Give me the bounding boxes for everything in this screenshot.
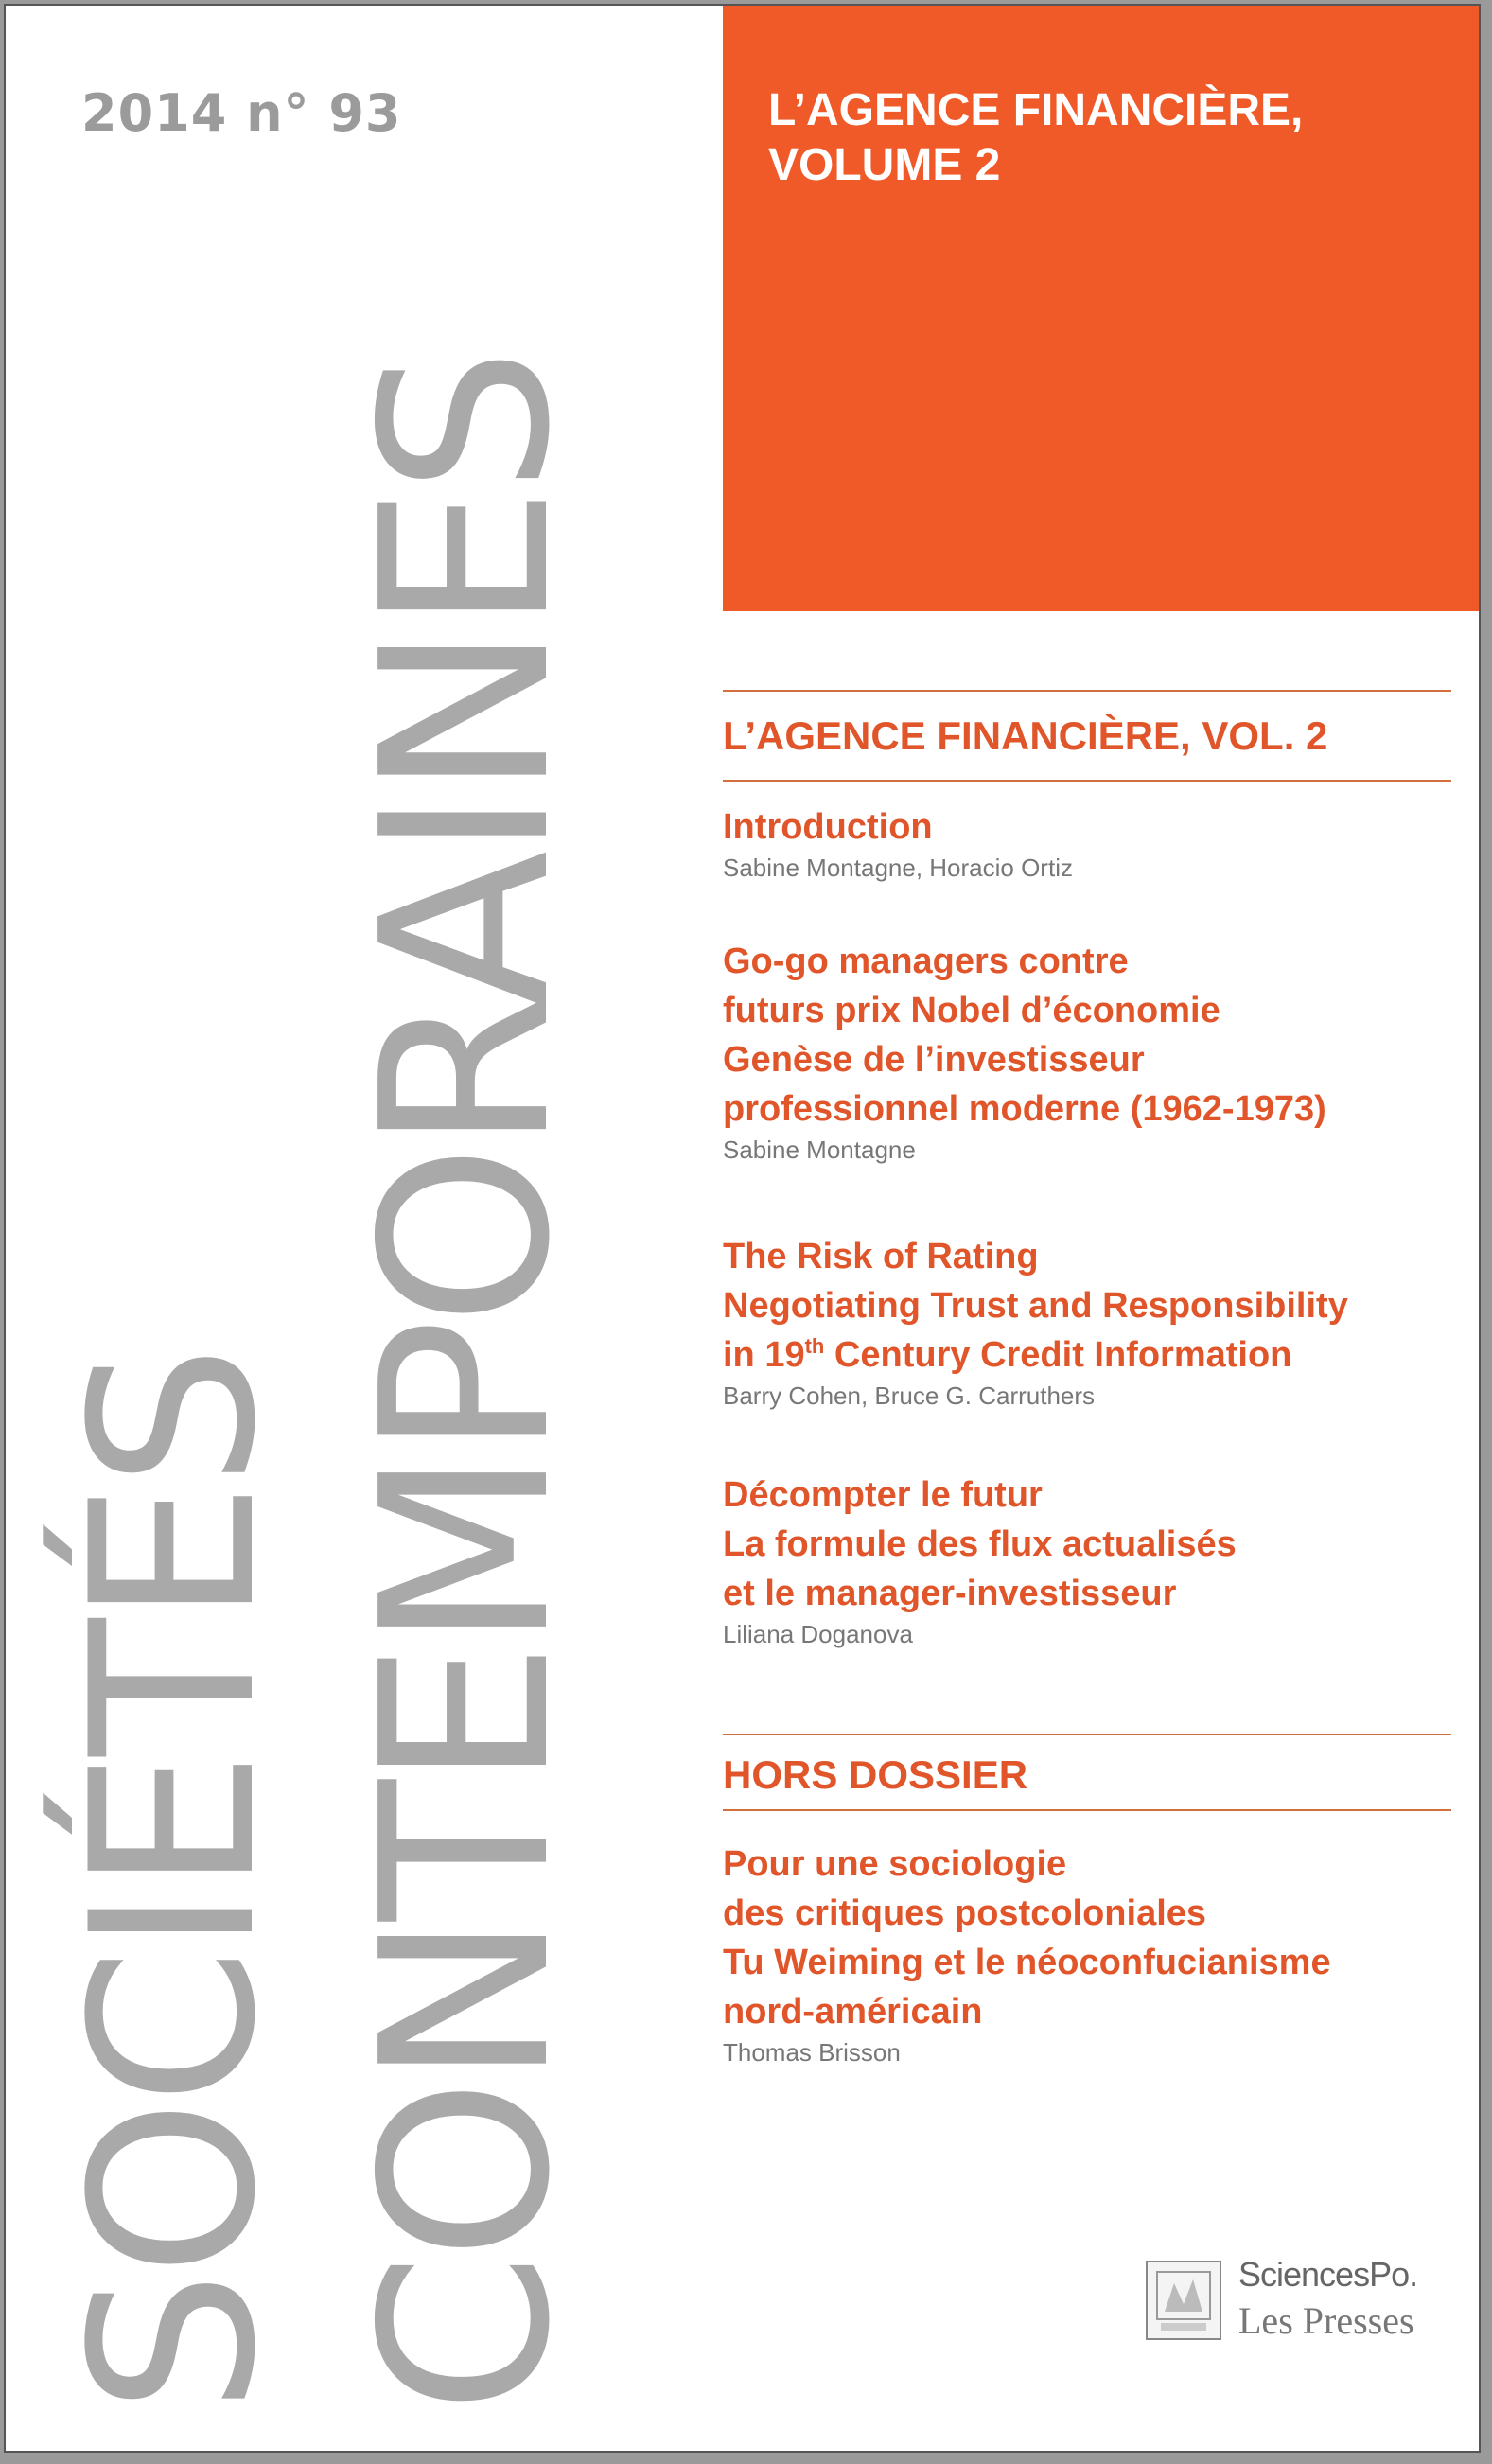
article-risk-of-rating	[723, 1232, 1348, 1410]
divider	[723, 1734, 1451, 1735]
article-authors: Barry Cohen, Bruce G. Carruthers	[723, 1382, 1096, 1410]
article-title-line: Genèse de l’investisseur	[723, 1040, 1145, 1080]
article-title-line: La formule des flux actualisés	[723, 1524, 1237, 1564]
title-text: Century Credit Information	[824, 1335, 1292, 1375]
dossier-banner-line2: VOLUME 2	[768, 140, 1001, 190]
article-go-go-managers	[723, 937, 1326, 1164]
article-title: Introduction	[723, 807, 933, 847]
article-introduction	[723, 802, 1073, 882]
article-title-line: des critiques postcoloniales	[723, 1893, 1207, 1933]
dossier-banner-title	[768, 83, 1303, 193]
article-title-line: Tu Weiming et le néoconfucianisme	[723, 1943, 1331, 1982]
divider	[723, 780, 1451, 782]
article-title-line: Negotiating Trust and Responsibility	[723, 1286, 1348, 1326]
publisher-logo	[1146, 2253, 1458, 2357]
publisher-sub: Les Presses	[1238, 2299, 1414, 2342]
dossier-heading: L’AGENCE FINANCIÈRE, VOL. 2	[723, 713, 1328, 758]
journal-title-line2: CONTEMPORAINES	[332, 355, 601, 2414]
title-text: in 19	[723, 1335, 805, 1375]
journal-cover	[4, 4, 1481, 2453]
issue-number: 2014 n° 93	[81, 83, 402, 143]
article-title-line: Décompter le futur	[723, 1475, 1043, 1515]
article-title-line: futurs prix Nobel d’économie	[723, 991, 1220, 1030]
article-title-line: professionnel moderne (1962-1973)	[723, 1089, 1326, 1129]
article-authors: Liliana Doganova	[723, 1620, 913, 1648]
crest-graphic	[1148, 2262, 1220, 2338]
ordinal-suffix: th	[804, 1334, 825, 1358]
article-decompter-le-futur	[723, 1470, 1237, 1648]
article-title-line: The Risk of Rating	[723, 1237, 1039, 1276]
article-title-line: et le manager-investisseur	[723, 1574, 1177, 1613]
article-title-line: Pour une sociologie	[723, 1844, 1067, 1884]
article-sociologie-critiques	[723, 1839, 1331, 2067]
divider	[723, 690, 1451, 692]
article-authors: Sabine Montagne	[723, 1135, 916, 1164]
dossier-banner	[723, 6, 1481, 611]
article-authors: Sabine Montagne, Horacio Ortiz	[723, 854, 1073, 882]
journal-title-line1: SOCIÉTÉS	[44, 1350, 306, 2414]
sciencespo-crest-icon	[1146, 2261, 1221, 2340]
hors-dossier-heading: HORS DOSSIER	[723, 1752, 1028, 1797]
article-authors: Thomas Brisson	[723, 2038, 901, 2067]
article-title-line: Go-go managers contre	[723, 942, 1129, 981]
dossier-banner-line1: L’AGENCE FINANCIÈRE,	[768, 85, 1304, 135]
publisher-name: SciencesPo.	[1238, 2255, 1418, 2294]
article-title-line: nord-américain	[723, 1992, 983, 2032]
divider	[723, 1809, 1451, 1811]
article-title-line	[723, 1330, 1348, 1380]
